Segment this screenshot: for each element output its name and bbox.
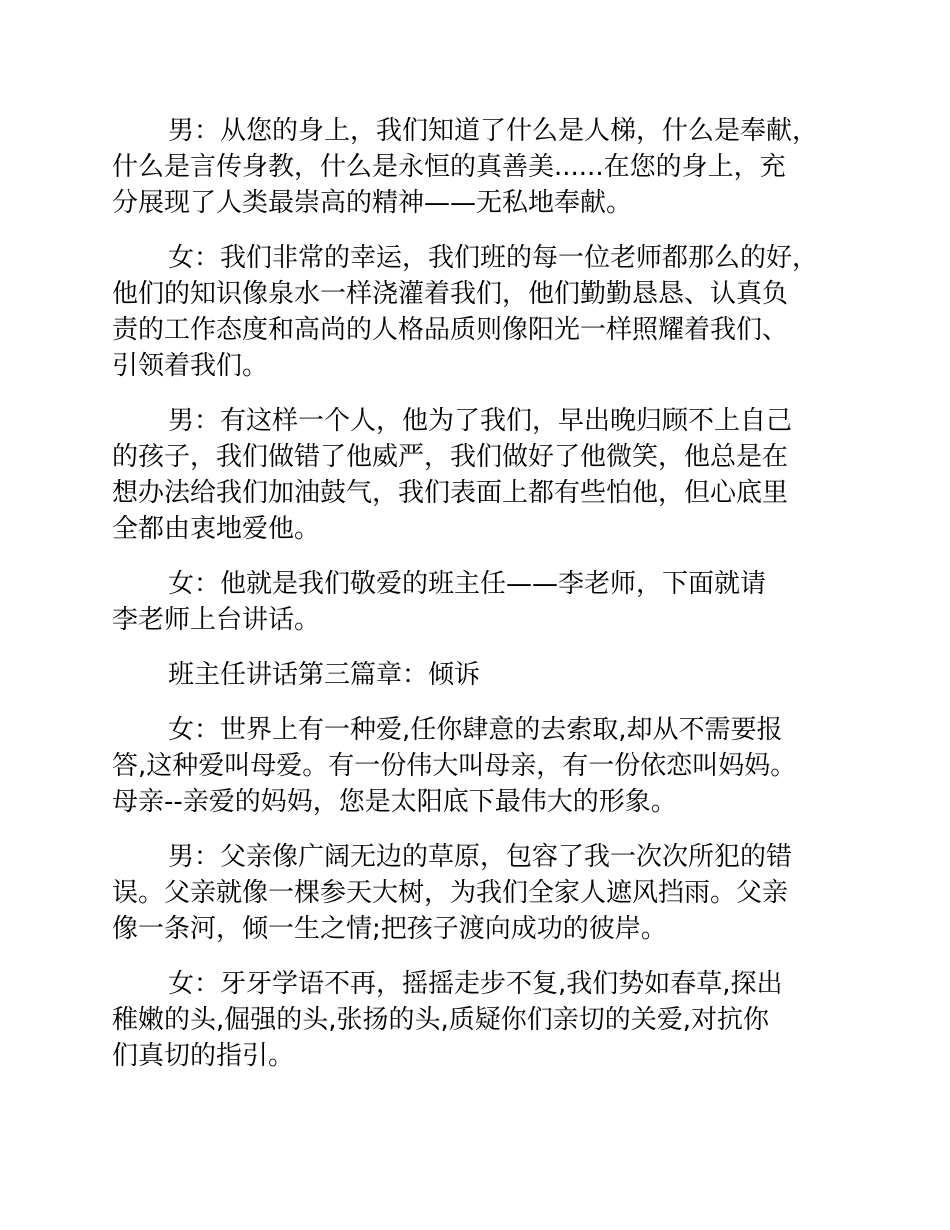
paragraph-line: 李老师上台讲话。	[112, 605, 321, 635]
paragraph-line: 误。父亲就像一棵参天大树，为我们全家人遮风挡雨。父亲	[112, 878, 789, 908]
paragraph-line: 想办法给我们加油鼓气，我们表面上都有些怕他，但心底里	[112, 478, 789, 508]
paragraph-line: 女：牙牙学语不再，摇摇走步不复,我们势如春草,探出	[168, 969, 783, 999]
paragraph-line: 稚嫩的头,倔强的头,张扬的头,质疑你们亲切的关爱,对抗你	[112, 1005, 770, 1035]
section-heading-text: 班主任讲话第三篇章：倾诉	[168, 660, 481, 690]
paragraph-line: 什么是言传身教，什么是永恒的真善美......在您的身上，充	[112, 152, 786, 182]
paragraph-line: 他们的知识像泉水一样浇灌着我们，他们勤勤恳恳、认真负	[112, 279, 789, 309]
paragraph-line: 像一条河，倾一生之情;把孩子渡向成功的彼岸。	[112, 914, 667, 944]
paragraph-line: 答,这种爱叫母爱。有一份伟大叫母亲，有一份依恋叫妈妈。	[112, 751, 797, 781]
paragraph-line: 们真切的指引。	[112, 1041, 295, 1071]
paragraph-line: 分展现了人类最崇高的精神——无私地奉献。	[112, 188, 633, 218]
paragraph-line: 男：有这样一个人，他为了我们，早出晚归顾不上自己	[168, 406, 793, 436]
paragraph-line: 的孩子，我们做错了他威严，我们做好了他微笑，他总是在	[112, 442, 789, 472]
document-body	[112, 113, 862, 1093]
paragraph-line: 女：我们非常的幸运，我们班的每一位老师都那么的好，	[168, 243, 819, 273]
paragraph-4	[112, 566, 862, 638]
paragraph-line: 男：父亲像广阔无边的草原，包容了我一次次所犯的错	[168, 842, 793, 872]
paragraph-line: 男：从您的身上，我们知道了什么是人梯，什么是奉献，	[168, 116, 819, 146]
paragraph-7	[112, 839, 862, 947]
paragraph-8	[112, 966, 862, 1074]
paragraph-line: 引领着我们。	[112, 351, 269, 381]
section-heading	[112, 657, 862, 693]
paragraph-3	[112, 403, 862, 547]
paragraph-line: 女：他就是我们敬爱的班主任——李老师，下面就请	[168, 569, 767, 599]
paragraph-2	[112, 240, 862, 384]
paragraph-line: 责的工作态度和高尚的人格品质则像阳光一样照耀着我们、	[112, 315, 789, 345]
paragraph-line: 女：世界上有一种爱,任你肆意的去索取,却从不需要报	[168, 715, 783, 745]
paragraph-6	[112, 712, 862, 820]
paragraph-line: 全都由衷地爱他。	[112, 514, 321, 544]
paragraph-line: 母亲--亲爱的妈妈，您是太阳底下最伟大的形象。	[112, 787, 677, 817]
paragraph-1	[112, 113, 862, 221]
